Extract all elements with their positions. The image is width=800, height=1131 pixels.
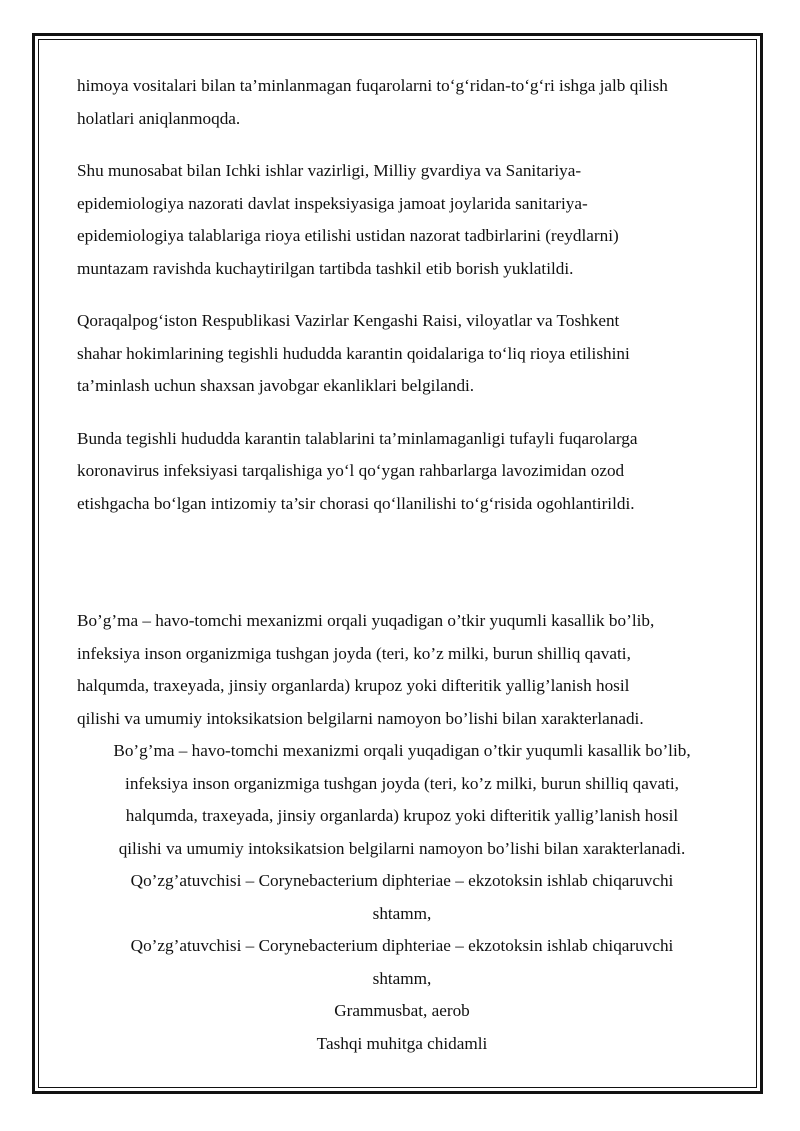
text-line: halqumda, traxeyada, jinsiy organlarda) krupoz yoki difteritik yallig’lanish hosil	[125, 806, 679, 825]
text-line: Grammusbat, aerob	[334, 1001, 470, 1020]
text-line: muntazam ravishda kuchaytirilgan tartibda tashkil etib borish yuklatildi.	[77, 258, 574, 278]
text-line: shahar hokimlarining tegishli hududda karantin qoidalariga to‘liq rioya etilishini	[77, 343, 630, 363]
text-line: koronavirus infeksiyasi tarqalishiga yo‘l qo‘ygan rahbarlarga lavozimidan ozod	[77, 461, 625, 480]
text-line: Shu munosabat bilan Ichki ishlar vazirligi, Milliy gvardiya va Sanitariya-	[77, 161, 582, 180]
text-line: Tashqi muhitga chidamli	[316, 1033, 488, 1053]
text-line: epidemiologiya nazorati davlat inspeksiyasiga jamoat joylarida sanitariya-	[77, 193, 588, 213]
text-line: halqumda, traxeyada, jinsiy organlarda) krupoz yoki difteritik yallig’lanish hosil	[77, 676, 630, 695]
paragraph-2	[77, 155, 727, 285]
text-line: Qo’zg’atuvchisi – Corynebacterium diphteriae – ekzotoksin ishlab chiqaruvchi	[130, 871, 674, 890]
blank-space	[77, 540, 727, 605]
text-line: holatlari aniqlanmoqda.	[77, 108, 241, 128]
paragraph-4	[77, 423, 727, 521]
document-body	[77, 70, 727, 1060]
text-line: epidemiologiya talablariga rioya etilishi ustidan nazorat tadbirlarini (reydlarni)	[77, 226, 619, 245]
text-line: Bunda tegishli hududda karantin talablarini ta’minlamaganligi tufayli fuqarolarga	[77, 428, 638, 448]
text-line: himoya vositalari bilan ta’minlanmagan fuqarolarni to‘g‘ridan-to‘g‘ri ishga jalb qilish	[77, 76, 668, 95]
text-line: Qo’zg’atuvchisi – Corynebacterium diphteriae – ekzotoksin ishlab chiqaruvchi	[130, 936, 674, 955]
text-line: Bo’g’ma – havo-tomchi mexanizmi orqali yuqadigan o’tkir yuqumli kasallik bo’lib,	[77, 611, 655, 630]
text-line: Bo’g’ma – havo-tomchi mexanizmi orqali yuqadigan o’tkir yuqumli kasallik bo’lib,	[113, 741, 691, 760]
text-line: shtamm,	[372, 968, 432, 988]
text-line: infeksiya inson organizmiga tushgan joyda (teri, ko’z milki, burun shilliq qavati,	[125, 773, 679, 793]
text-line: etishgacha bo‘lgan intizomiy ta’sir chorasi qo‘llanilishi to‘g‘risida ogohlantirildi.	[77, 493, 635, 513]
text-line: qilishi va umumiy intoksikatsion belgilarni namoyon bo’lishi bilan xarakterlanadi.	[77, 708, 644, 728]
paragraph-1	[77, 70, 727, 135]
diphtheria-definition-centered	[77, 735, 727, 1060]
text-line: qilishi va umumiy intoksikatsion belgilarni namoyon bo’lishi bilan xarakterlanadi.	[118, 838, 686, 858]
text-line: Qoraqalpog‘iston Respublikasi Vazirlar Kengashi Raisi, viloyatlar va Toshkent	[77, 311, 620, 330]
text-line: infeksiya inson organizmiga tushgan joyda (teri, ko’z milki, burun shilliq qavati,	[77, 643, 631, 663]
text-line: ta’minlash uchun shaxsan javobgar ekanliklari belgilandi.	[77, 376, 475, 395]
diphtheria-definition-left	[77, 605, 727, 735]
text-line: shtamm,	[372, 903, 432, 923]
paragraph-3	[77, 305, 727, 403]
